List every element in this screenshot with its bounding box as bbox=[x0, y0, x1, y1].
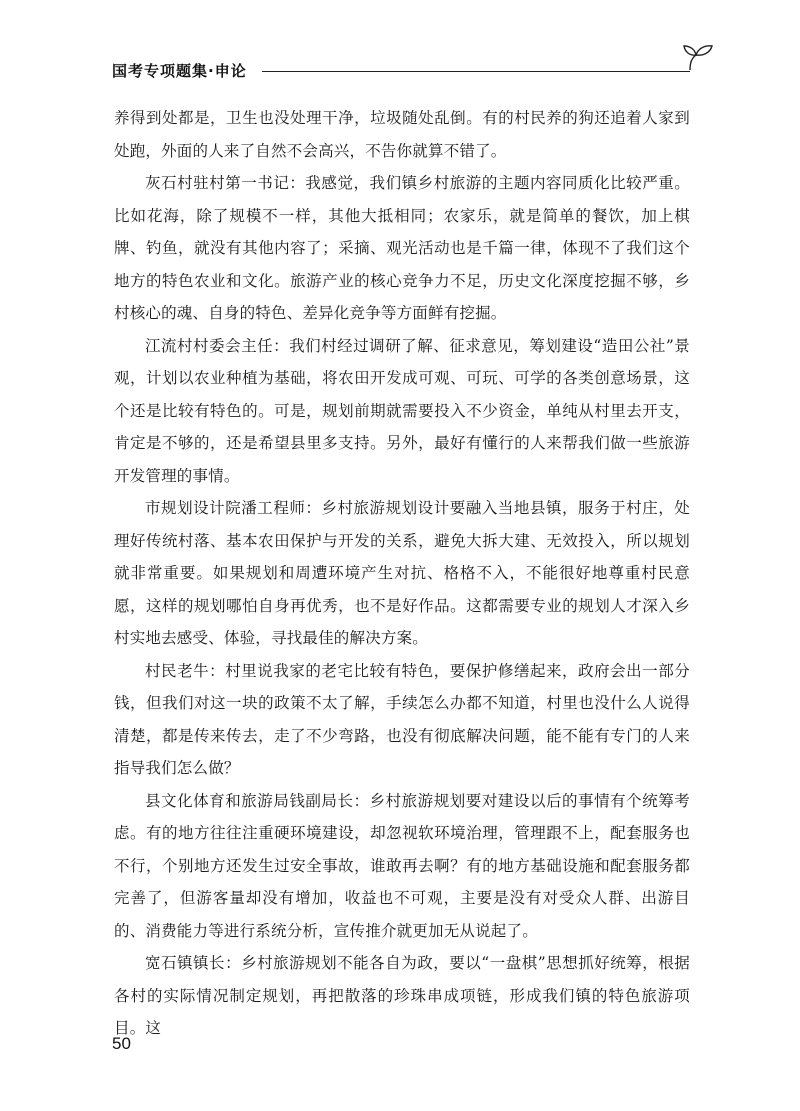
book-title: 国考专项题集·申论 bbox=[112, 62, 247, 80]
paragraph-deputy-director: 县文化体育和旅游局钱副局长：乡村旅游规划要对建设以后的事情有个统筹考虑。有的地方往往注重硬环境建设，却忽视软环境治理，管理跟不上，配套服务也不行，个别地方还发生过安全事故，谁敢再去啊？有的地方基础设施和配套服务都完善了，但游客量却没有增加，收益也不可观，主要是没有对受众人群、出游目的、消费能力等进行系统分析，宣传推介就更加无从说起了。 bbox=[114, 791, 690, 940]
paragraph-town-mayor: 宽石镇镇长：乡村旅游规划不能各自为政，要以“一盘棋”思想抓好统筹，根据各村的实际情况制定规划，再把散落的珍珠串成项链，形成我们镇的特色旅游项目。这 bbox=[114, 954, 690, 1037]
header-rule bbox=[262, 71, 690, 72]
sprout-icon bbox=[680, 42, 716, 72]
body-text bbox=[114, 102, 690, 1045]
paragraph-continued: 养得到处都是，卫生也没处理干净，垃圾随处乱倒。有的村民养的狗还追着人家到处跑，外面的人来了自然不会高兴，不告你就算不错了。 bbox=[114, 109, 690, 160]
paragraph-villager-niu: 村民老牛：村里说我家的老宅比较有特色，要保护修缮起来，政府会出一部分钱，但我们对这一块的政策不太了解，手续怎么办都不知道，村里也没什么人说得清楚，都是传来传去，走了不少弯路，也没有彻底解决问题，能不能有专门的人来指导我们怎么做？ bbox=[114, 661, 690, 777]
paragraph-planning-engineer: 市规划设计院潘工程师：乡村旅游规划设计要融入当地县镇，服务于村庄，处理好传统村落、基本农田保护与开发的关系，避免大拆大建、无效投入，所以规划就非常重要。如果规划和周遭环境产生对抗、格格不入，不能很好地尊重村民意愿，这样的规划哪怕自身再优秀，也不是好作品。这都需要专业的规划人才深入乡村实地去感受、体验，寻找最佳的解决方案。 bbox=[114, 499, 690, 647]
paragraph-jiangliu-director: 江流村村委会主任：我们村经过调研了解、征求意见，筹划建设“造田公社”景观，计划以农业种植为基础，将农田开发成可观、可玩、可学的各类创意场景，这个还是比较有特色的。可是，规划前期就需要投入不少资金，单纯从村里去开支，肯定是不够的，还是希望县里多支持。另外，最好有懂行的人来帮我们做一些旅游开发管理的事情。 bbox=[114, 336, 690, 485]
page-number: 50 bbox=[112, 1034, 131, 1053]
running-header bbox=[112, 56, 702, 86]
paragraph-huishi-secretary: 灰石村驻村第一书记：我感觉，我们镇乡村旅游的主题内容同质化比较严重。比如花海，除了规模不一样，其他大抵相同；农家乐，就是简单的餐饮，加上棋牌、钓鱼，就没有其他内容了；采摘、观光活动也是千篇一律，体现不了我们这个地方的特色农业和文化。旅游产业的核心竞争力不足，历史文化深度挖掘不够，乡村核心的魂、自身的特色、差异化竞争等方面鲜有挖掘。 bbox=[114, 174, 690, 322]
